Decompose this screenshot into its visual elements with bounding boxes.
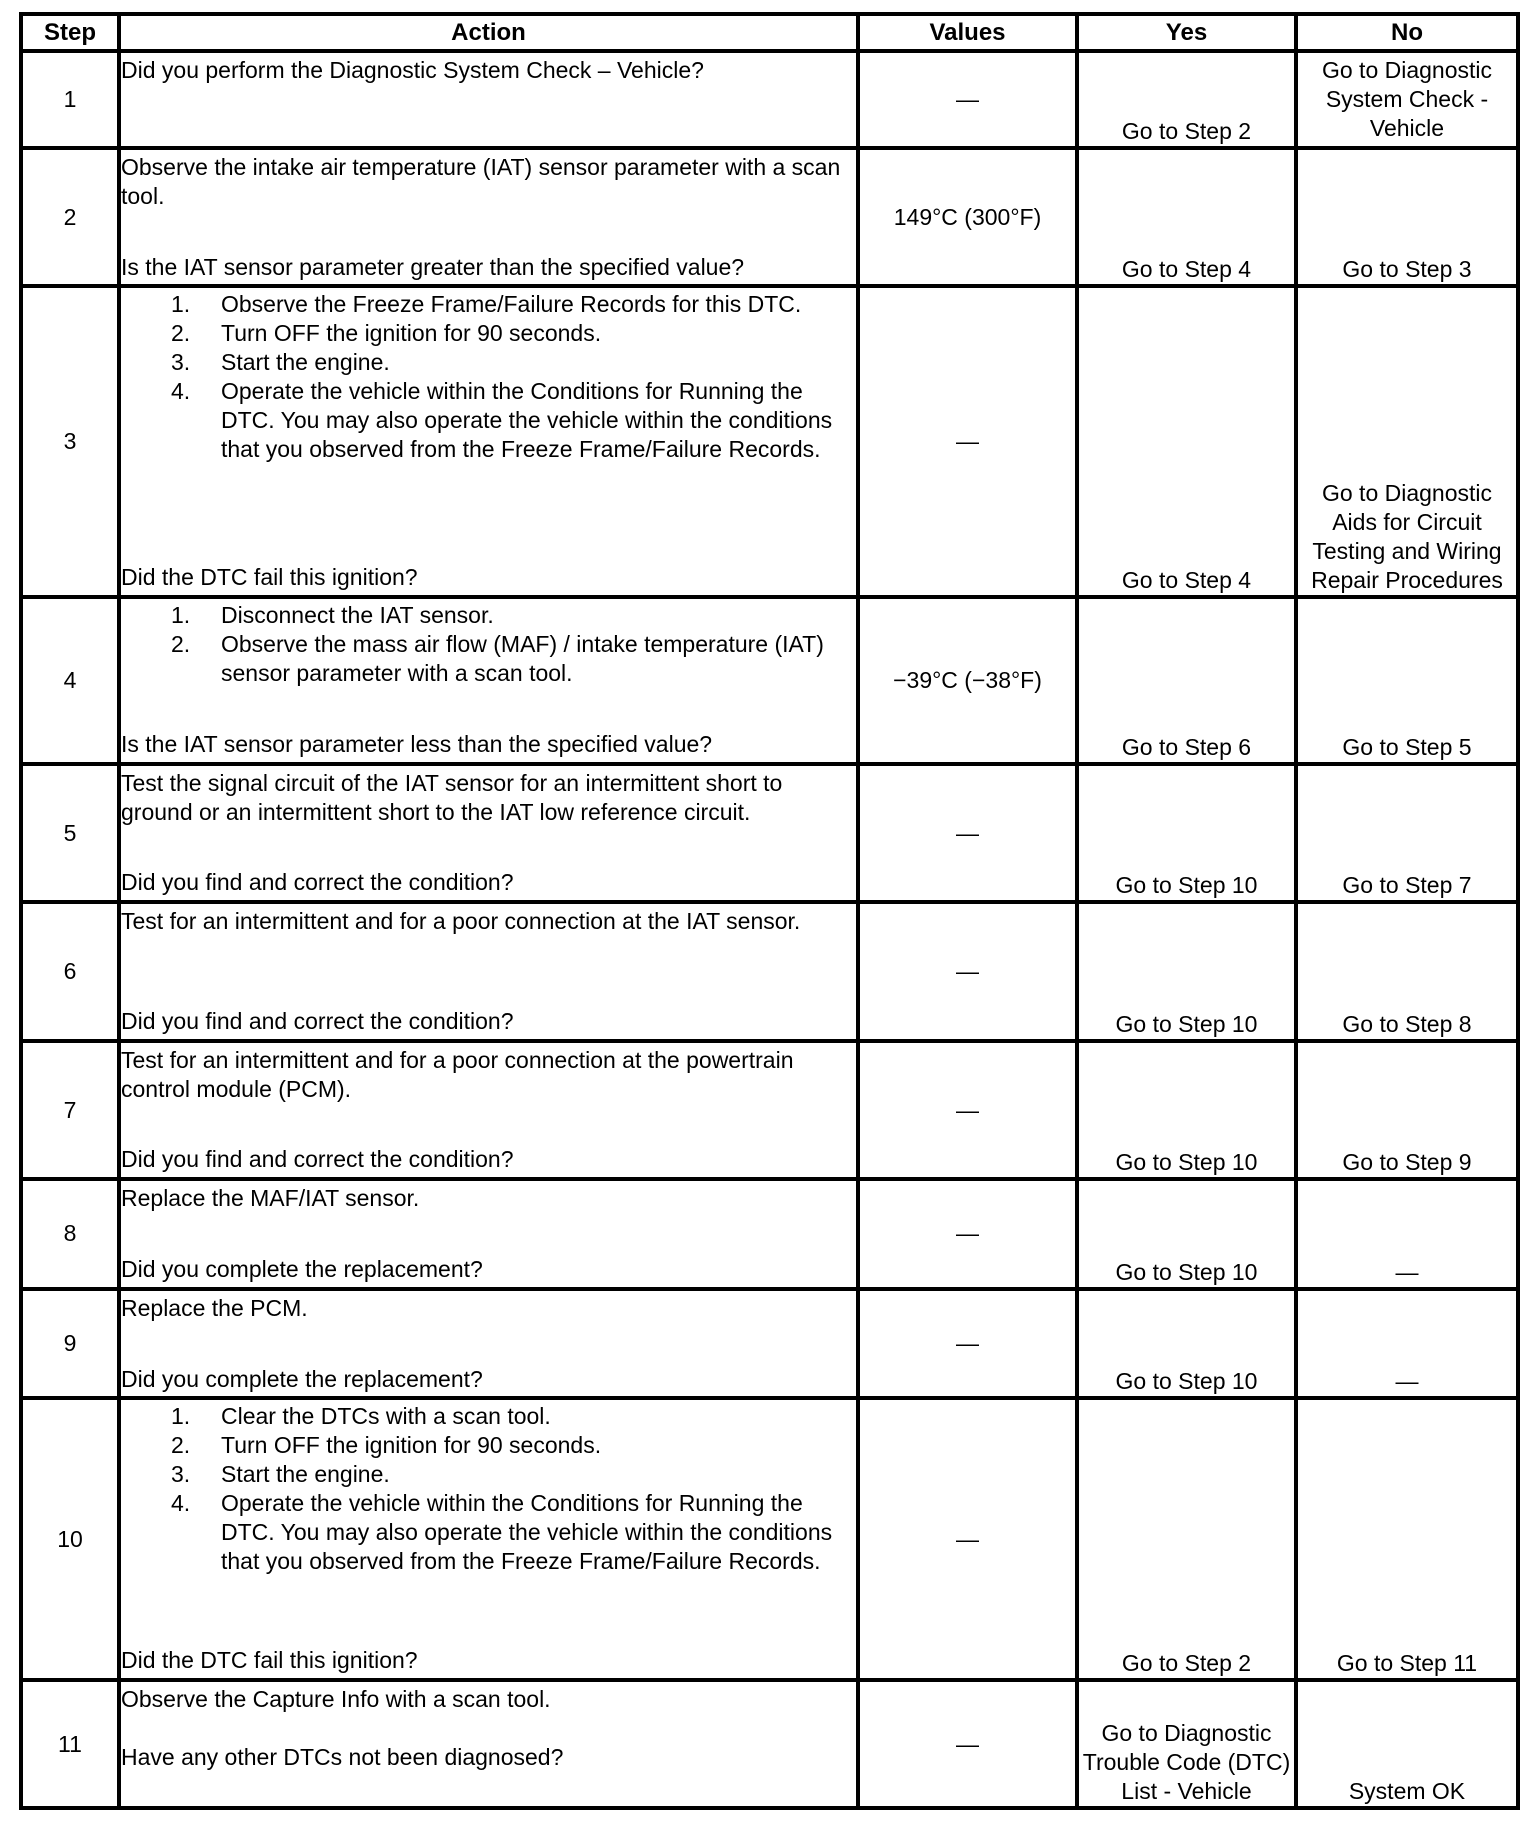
no-cell: Go to Diagnostic System Check - Vehicle: [1296, 51, 1518, 148]
header-action: Action: [119, 14, 858, 51]
list-item: 2. Turn OFF the ignition for 90 seconds.: [171, 320, 602, 347]
table-row: [21, 597, 1518, 764]
action-text: Test the signal circuit of the IAT sensor for an intermittent short to ground or an intermittent short to the IAT low reference circuit.: [121, 770, 783, 826]
step-number: 4: [21, 597, 119, 764]
action-cell: [119, 1041, 858, 1179]
table-row: [21, 148, 1518, 287]
table-row: [21, 1680, 1518, 1808]
step-number: 3: [21, 286, 119, 597]
table-row: [21, 1041, 1518, 1179]
action-question: Did you complete the replacement?: [121, 1256, 483, 1282]
action-question: Did you find and correct the condition?: [121, 869, 514, 896]
values-cell: —: [858, 1179, 1077, 1289]
action-list: [121, 601, 856, 688]
action-cell: [119, 1179, 858, 1289]
no-cell: Go to Step 3: [1296, 148, 1518, 287]
header-yes: Yes: [1077, 14, 1296, 51]
yes-cell: Go to Step 2: [1077, 1398, 1296, 1680]
yes-cell: Go to Step 10: [1077, 902, 1296, 1041]
step-number: 11: [21, 1680, 119, 1808]
step-number: 7: [21, 1041, 119, 1179]
no-cell: —: [1296, 1289, 1518, 1399]
no-cell: Go to Step 7: [1296, 764, 1518, 902]
header-row: [21, 14, 1518, 51]
yes-cell: Go to Step 10: [1077, 764, 1296, 902]
yes-cell: Go to Step 2: [1077, 51, 1296, 148]
values-cell: —: [858, 1041, 1077, 1179]
yes-cell: Go to Step 6: [1077, 597, 1296, 764]
no-cell: —: [1296, 1179, 1518, 1289]
values-cell: 149°C (300°F): [858, 148, 1077, 287]
values-cell: —: [858, 764, 1077, 902]
action-cell: [119, 51, 858, 148]
action-question: Did the DTC fail this ignition?: [121, 1647, 418, 1674]
table-row: [21, 902, 1518, 1041]
action-cell: [119, 286, 858, 597]
action-question: Did the DTC fail this ignition?: [121, 564, 418, 591]
values-cell: —: [858, 1398, 1077, 1680]
values-cell: —: [858, 1289, 1077, 1399]
list-item: 2. Turn OFF the ignition for 90 seconds.: [171, 1432, 602, 1459]
action-text: Observe the intake air temperature (IAT) sensor parameter with a scan tool.: [121, 153, 841, 209]
action-cell: [119, 902, 858, 1041]
values-cell: —: [858, 51, 1077, 148]
list-item: 1. Clear the DTCs with a scan tool.: [171, 1403, 551, 1430]
yes-cell: Go to Step 10: [1077, 1289, 1296, 1399]
action-list: [121, 1402, 856, 1576]
list-item: 2. Observe the mass air flow (MAF) / intake temperature (IAT) sensor parameter with a scan tool.: [171, 631, 824, 687]
action-text: Observe the Capture Info with a scan tool.: [121, 1686, 551, 1713]
table-row: [21, 1398, 1518, 1680]
yes-cell: Go to Step 10: [1077, 1041, 1296, 1179]
action-text: Test for an intermittent and for a poor connection at the IAT sensor.: [121, 908, 801, 935]
step-number: 8: [21, 1179, 119, 1289]
values-cell: —: [858, 286, 1077, 597]
action-cell: [119, 148, 858, 287]
step-number: 2: [21, 148, 119, 287]
yes-cell: Go to Step 10: [1077, 1179, 1296, 1289]
action-question: Did you find and correct the condition?: [121, 1146, 514, 1173]
no-cell: Go to Step 11: [1296, 1398, 1518, 1680]
values-cell: −39°C (−38°F): [858, 597, 1077, 764]
step-number: 9: [21, 1289, 119, 1399]
step-number: 1: [21, 51, 119, 148]
no-cell: System OK: [1296, 1680, 1518, 1808]
no-cell: Go to Step 8: [1296, 902, 1518, 1041]
list-item: 3. Start the engine.: [171, 349, 390, 376]
action-text: Replace the MAF/IAT sensor.: [121, 1185, 420, 1211]
list-item: 3. Start the engine.: [171, 1461, 390, 1488]
no-cell: Go to Diagnostic Aids for Circuit Testing and Wiring Repair Procedures: [1296, 286, 1518, 597]
action-cell: [119, 1680, 858, 1808]
step-number: 6: [21, 902, 119, 1041]
action-cell: [119, 764, 858, 902]
action-question: Is the IAT sensor parameter greater than the specified value?: [121, 253, 745, 280]
action-question: Have any other DTCs not been diagnosed?: [121, 1744, 564, 1771]
action-text: Test for an intermittent and for a poor connection at the powertrain control module (PCM).: [121, 1047, 794, 1103]
step-number: 5: [21, 764, 119, 902]
list-item: 4. Operate the vehicle within the Conditions for Running the DTC. You may also operate the vehicle within the conditions that you observed from the Freeze Frame/Failure Records.: [171, 1490, 833, 1575]
action-cell: [119, 597, 858, 764]
yes-cell: Go to Step 4: [1077, 148, 1296, 287]
action-question: Did you complete the replacement?: [121, 1365, 483, 1392]
action-cell: [119, 1289, 858, 1399]
header-no: No: [1296, 14, 1518, 51]
list-item: 1. Disconnect the IAT sensor.: [171, 602, 494, 629]
step-number: 10: [21, 1398, 119, 1680]
action-question: Did you find and correct the condition?: [121, 1008, 514, 1035]
action-list: [121, 290, 856, 464]
yes-cell: Go to Step 4: [1077, 286, 1296, 597]
action-text: Replace the PCM.: [121, 1294, 308, 1321]
header-step: Step: [21, 14, 119, 51]
header-values: Values: [858, 14, 1077, 51]
action-cell: [119, 1398, 858, 1680]
yes-cell: Go to Diagnostic Trouble Code (DTC) List - Vehicle: [1077, 1680, 1296, 1808]
table-row: [21, 286, 1518, 597]
list-item: 1. Observe the Freeze Frame/Failure Records for this DTC.: [171, 291, 802, 318]
action-question: Is the IAT sensor parameter less than the specified value?: [121, 731, 713, 758]
table-row: [21, 1289, 1518, 1399]
no-cell: Go to Step 9: [1296, 1041, 1518, 1179]
table-row: [21, 1179, 1518, 1289]
no-cell: Go to Step 5: [1296, 597, 1518, 764]
values-cell: —: [858, 1680, 1077, 1808]
table-row: [21, 51, 1518, 148]
diagnostic-table: [19, 12, 1520, 1810]
table-row: [21, 764, 1518, 902]
action-text: Did you perform the Diagnostic System Check – Vehicle?: [121, 57, 704, 83]
values-cell: —: [858, 902, 1077, 1041]
list-item: 4. Operate the vehicle within the Conditions for Running the DTC. You may also operate the vehicle within the conditions that you observed from the Freeze Frame/Failure Records.: [171, 378, 833, 463]
